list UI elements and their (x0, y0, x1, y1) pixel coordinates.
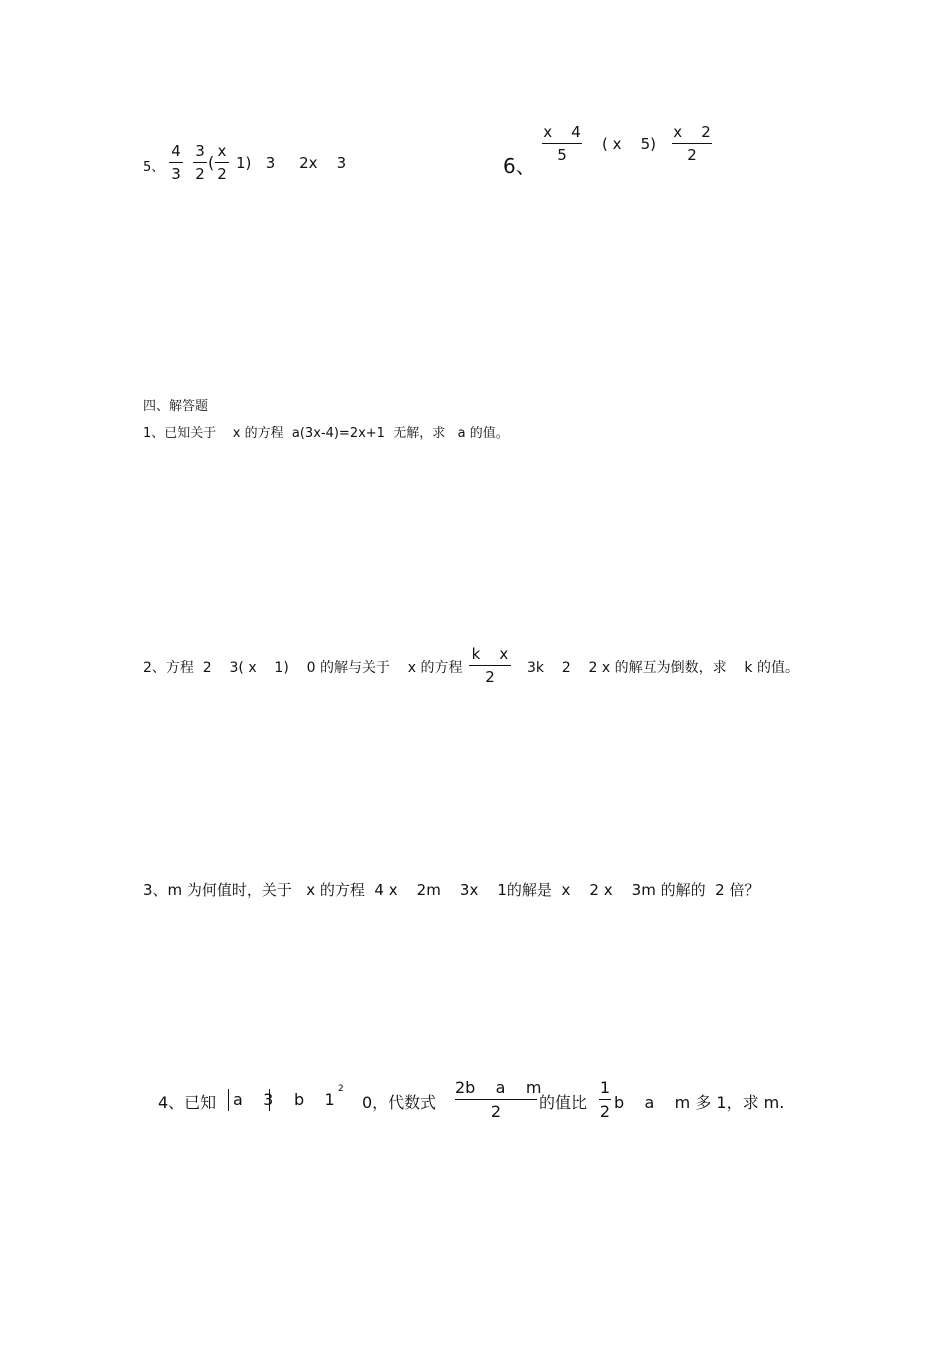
q4-frac1-bar (455, 1099, 537, 1100)
question-4-fraction-half (599, 1078, 611, 1121)
eq5-fraction-3-2 (193, 142, 207, 183)
question-1: 1、已知关于 x 的方程 a(3x-4)=2x+1 无解，求 a 的值。 (143, 426, 509, 441)
eq5-f3-denominator: 2 (217, 165, 227, 183)
question-4-exponent: 2 (338, 1084, 344, 1094)
q2-frac-numerator: k x (471, 645, 509, 663)
q4-frac1-denominator: 2 (490, 1102, 502, 1121)
eq5-label: 5、 (143, 160, 165, 175)
eq6-f2-bar (672, 143, 712, 144)
abs-bar-left (228, 1089, 229, 1111)
q4-frac2-denominator: 2 (599, 1102, 611, 1121)
question-4-zero-and-expr: 0，代数式 (362, 1093, 437, 1112)
eq5-f1-numerator: 4 (171, 142, 181, 160)
eq5-fraction-x-2 (215, 142, 229, 183)
question-4-fraction-expression (455, 1078, 542, 1121)
eq5-f3-numerator: x (217, 142, 227, 160)
question-2-after: 3k 2 2 x 的解互为倒数，求 k 的值。 (527, 660, 799, 676)
question-3: 3、m 为何值时，关于 x 的方程 4 x 2m 3x 1的解是 x 2 x 3m 的解的 2 倍？ (143, 881, 760, 899)
eq6-f1-denominator: 5 (557, 146, 567, 164)
eq5-f1-denominator: 3 (171, 165, 181, 183)
question-4-abs-content: a 3 (233, 1090, 274, 1109)
eq6-middle: ( x 5) (602, 135, 656, 153)
eq6-f2-numerator: x 2 (673, 123, 711, 141)
q4-frac2-numerator: 1 (599, 1078, 611, 1097)
eq6-fraction-x2-2 (672, 123, 712, 164)
eq5-f2-bar (193, 162, 207, 163)
eq5-f2-denominator: 2 (195, 165, 205, 183)
question-2-before: 2、方程 2 3( x 1) 0 的解与关于 x 的方程 (143, 660, 463, 676)
eq5-f2-numerator: 3 (195, 142, 205, 160)
eq6-label: 6、 (503, 154, 536, 178)
eq6-f2-denominator: 2 (687, 146, 697, 164)
eq5-f3-bar (215, 162, 229, 163)
eq5-fraction-4-3 (169, 142, 183, 183)
abs-bar-right (269, 1089, 270, 1111)
question-4-suffix: b a m 多 1，求 m. (614, 1093, 785, 1112)
eq6-fraction-x4-5 (542, 123, 582, 164)
question-4-compare: 的值比 (539, 1093, 588, 1112)
section-title: 四、解答题 (143, 399, 209, 414)
question-4-square-base: b 1 (294, 1090, 335, 1109)
eq6-f1-bar (542, 143, 582, 144)
question-2-fraction (469, 645, 511, 686)
q2-frac-denominator: 2 (485, 668, 495, 686)
question-4-prefix: 4、已知 (158, 1093, 217, 1112)
eq6-f1-numerator: x 4 (543, 123, 581, 141)
q4-frac1-numerator: 2b a m (455, 1078, 542, 1097)
eq5-rest: 1) 3 2x 3 (236, 154, 347, 172)
eq5-open-paren: ( (208, 153, 215, 172)
q2-frac-bar (469, 665, 511, 666)
q4-frac2-bar (599, 1099, 611, 1100)
eq5-f1-bar (169, 162, 183, 163)
